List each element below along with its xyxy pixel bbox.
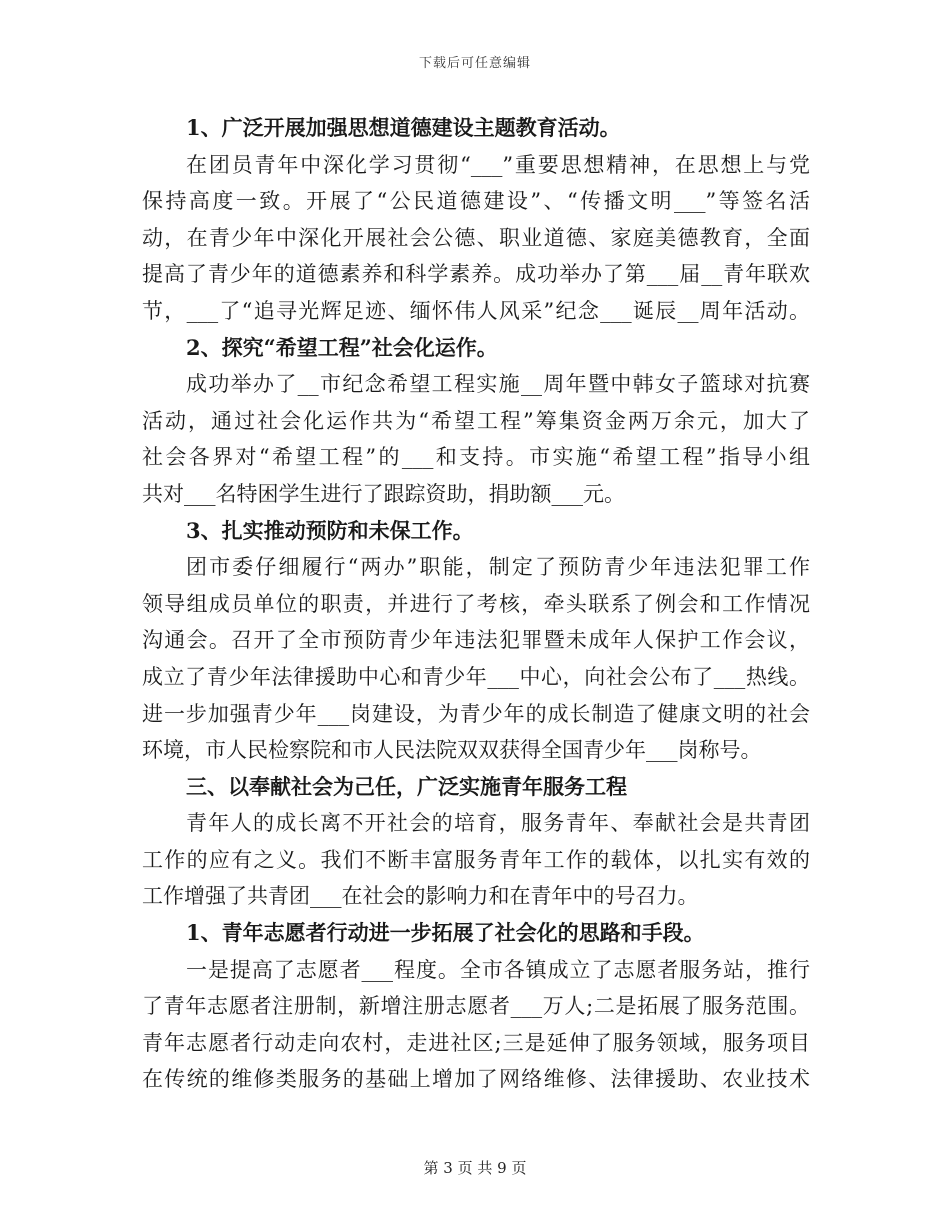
paragraph-line: 成立了青少年法律援助中心和青少年___中心，向社会公布了___热线。 xyxy=(142,664,810,689)
paragraph-line: 共对___名特困学生进行了跟踪资助，捐助额___元。 xyxy=(142,481,625,506)
paragraph-line: 工作的应有之义。我们不断丰富服务青年工作的载体，以扎实有效的 xyxy=(142,847,810,872)
paragraph-line: 工作增强了共青团___在社会的影响力和在青年中的号召力。 xyxy=(142,884,699,909)
paragraph-line: 社会各界对“希望工程”的___和支持。市实施“希望工程”指导小组 xyxy=(142,445,810,470)
paragraph-line: 青年志愿者行动走向农村，走进社区;三是延伸了服务领域，服务项目 xyxy=(142,1030,810,1055)
paragraph-line: 了青年志愿者注册制，新增注册志愿者___万人;二是拓展了服务范围。 xyxy=(142,994,810,1019)
paragraph-line: 一是提高了志愿者___程度。全市各镇成立了志愿者服务站，推行 xyxy=(186,957,810,982)
page-number-footer: 第 3 页 共 9 页 xyxy=(423,1159,527,1177)
paragraph-line: 沟通会。召开了全市预防青少年违法犯罪暨未成年人保护工作会议， xyxy=(142,628,810,653)
paragraph-line: 在团员青年中深化学习贯彻“___”重要思想精神，在思想上与党 xyxy=(186,152,810,177)
paragraph-line: 成功举办了__市纪念希望工程实施__周年暨中韩女子篮球对抗赛 xyxy=(186,372,810,397)
section-heading: 三、以奉献社会为己任，广泛实施青年服务工程 xyxy=(186,773,627,799)
paragraph-line: 环境，市人民检察院和市人民法院双双获得全国青少年___岗称号。 xyxy=(142,738,762,763)
paragraph-line: 节，___了“追寻光辉足迹、缅怀伟人风采”纪念___诞辰__周年活动。 xyxy=(142,298,810,323)
paragraph-line: 团市委仔细履行“两办”职能，制定了预防青少年违法犯罪工作 xyxy=(186,555,810,580)
section-heading: 2、探究“希望工程”社会化运作。 xyxy=(186,334,498,360)
paragraph-line: 领导组成员单位的职责，并进行了考核，牵头联系了例会和工作情况 xyxy=(142,591,810,616)
paragraph-line: 保持高度一致。开展了“公民道德建设”、“传播文明___”等签名活 xyxy=(142,189,810,214)
paragraph-line: 青年人的成长离不开社会的培育，服务青年、奉献社会是共青团 xyxy=(186,811,810,836)
document-body xyxy=(142,110,810,1098)
paragraph-line: 在传统的维修类服务的基础上增加了网络维修、法律援助、农业技术 xyxy=(142,1067,810,1092)
section-heading: 1、广泛开展加强思想道德建设主题教育活动。 xyxy=(186,115,621,140)
page-header-note: 下载后可任意编辑 xyxy=(418,56,531,71)
section-heading: 1、青年志愿者行动进一步拓展了社会化的思路和手段。 xyxy=(186,920,705,946)
paragraph-line: 活动，通过社会化运作共为“希望工程”筹集资金两万余元，加大了 xyxy=(142,408,810,433)
section-heading: 3、扎实推动预防和未保工作。 xyxy=(186,517,474,543)
paragraph-line: 动，在青少年中深化开展社会公德、职业道德、家庭美德教育，全面 xyxy=(142,225,810,250)
paragraph-line: 提高了青少年的道德素养和科学素养。成功举办了第___届__青年联欢 xyxy=(142,262,810,287)
paragraph-line: 进一步加强青少年___岗建设，为青少年的成长制造了健康文明的社会 xyxy=(142,701,810,726)
